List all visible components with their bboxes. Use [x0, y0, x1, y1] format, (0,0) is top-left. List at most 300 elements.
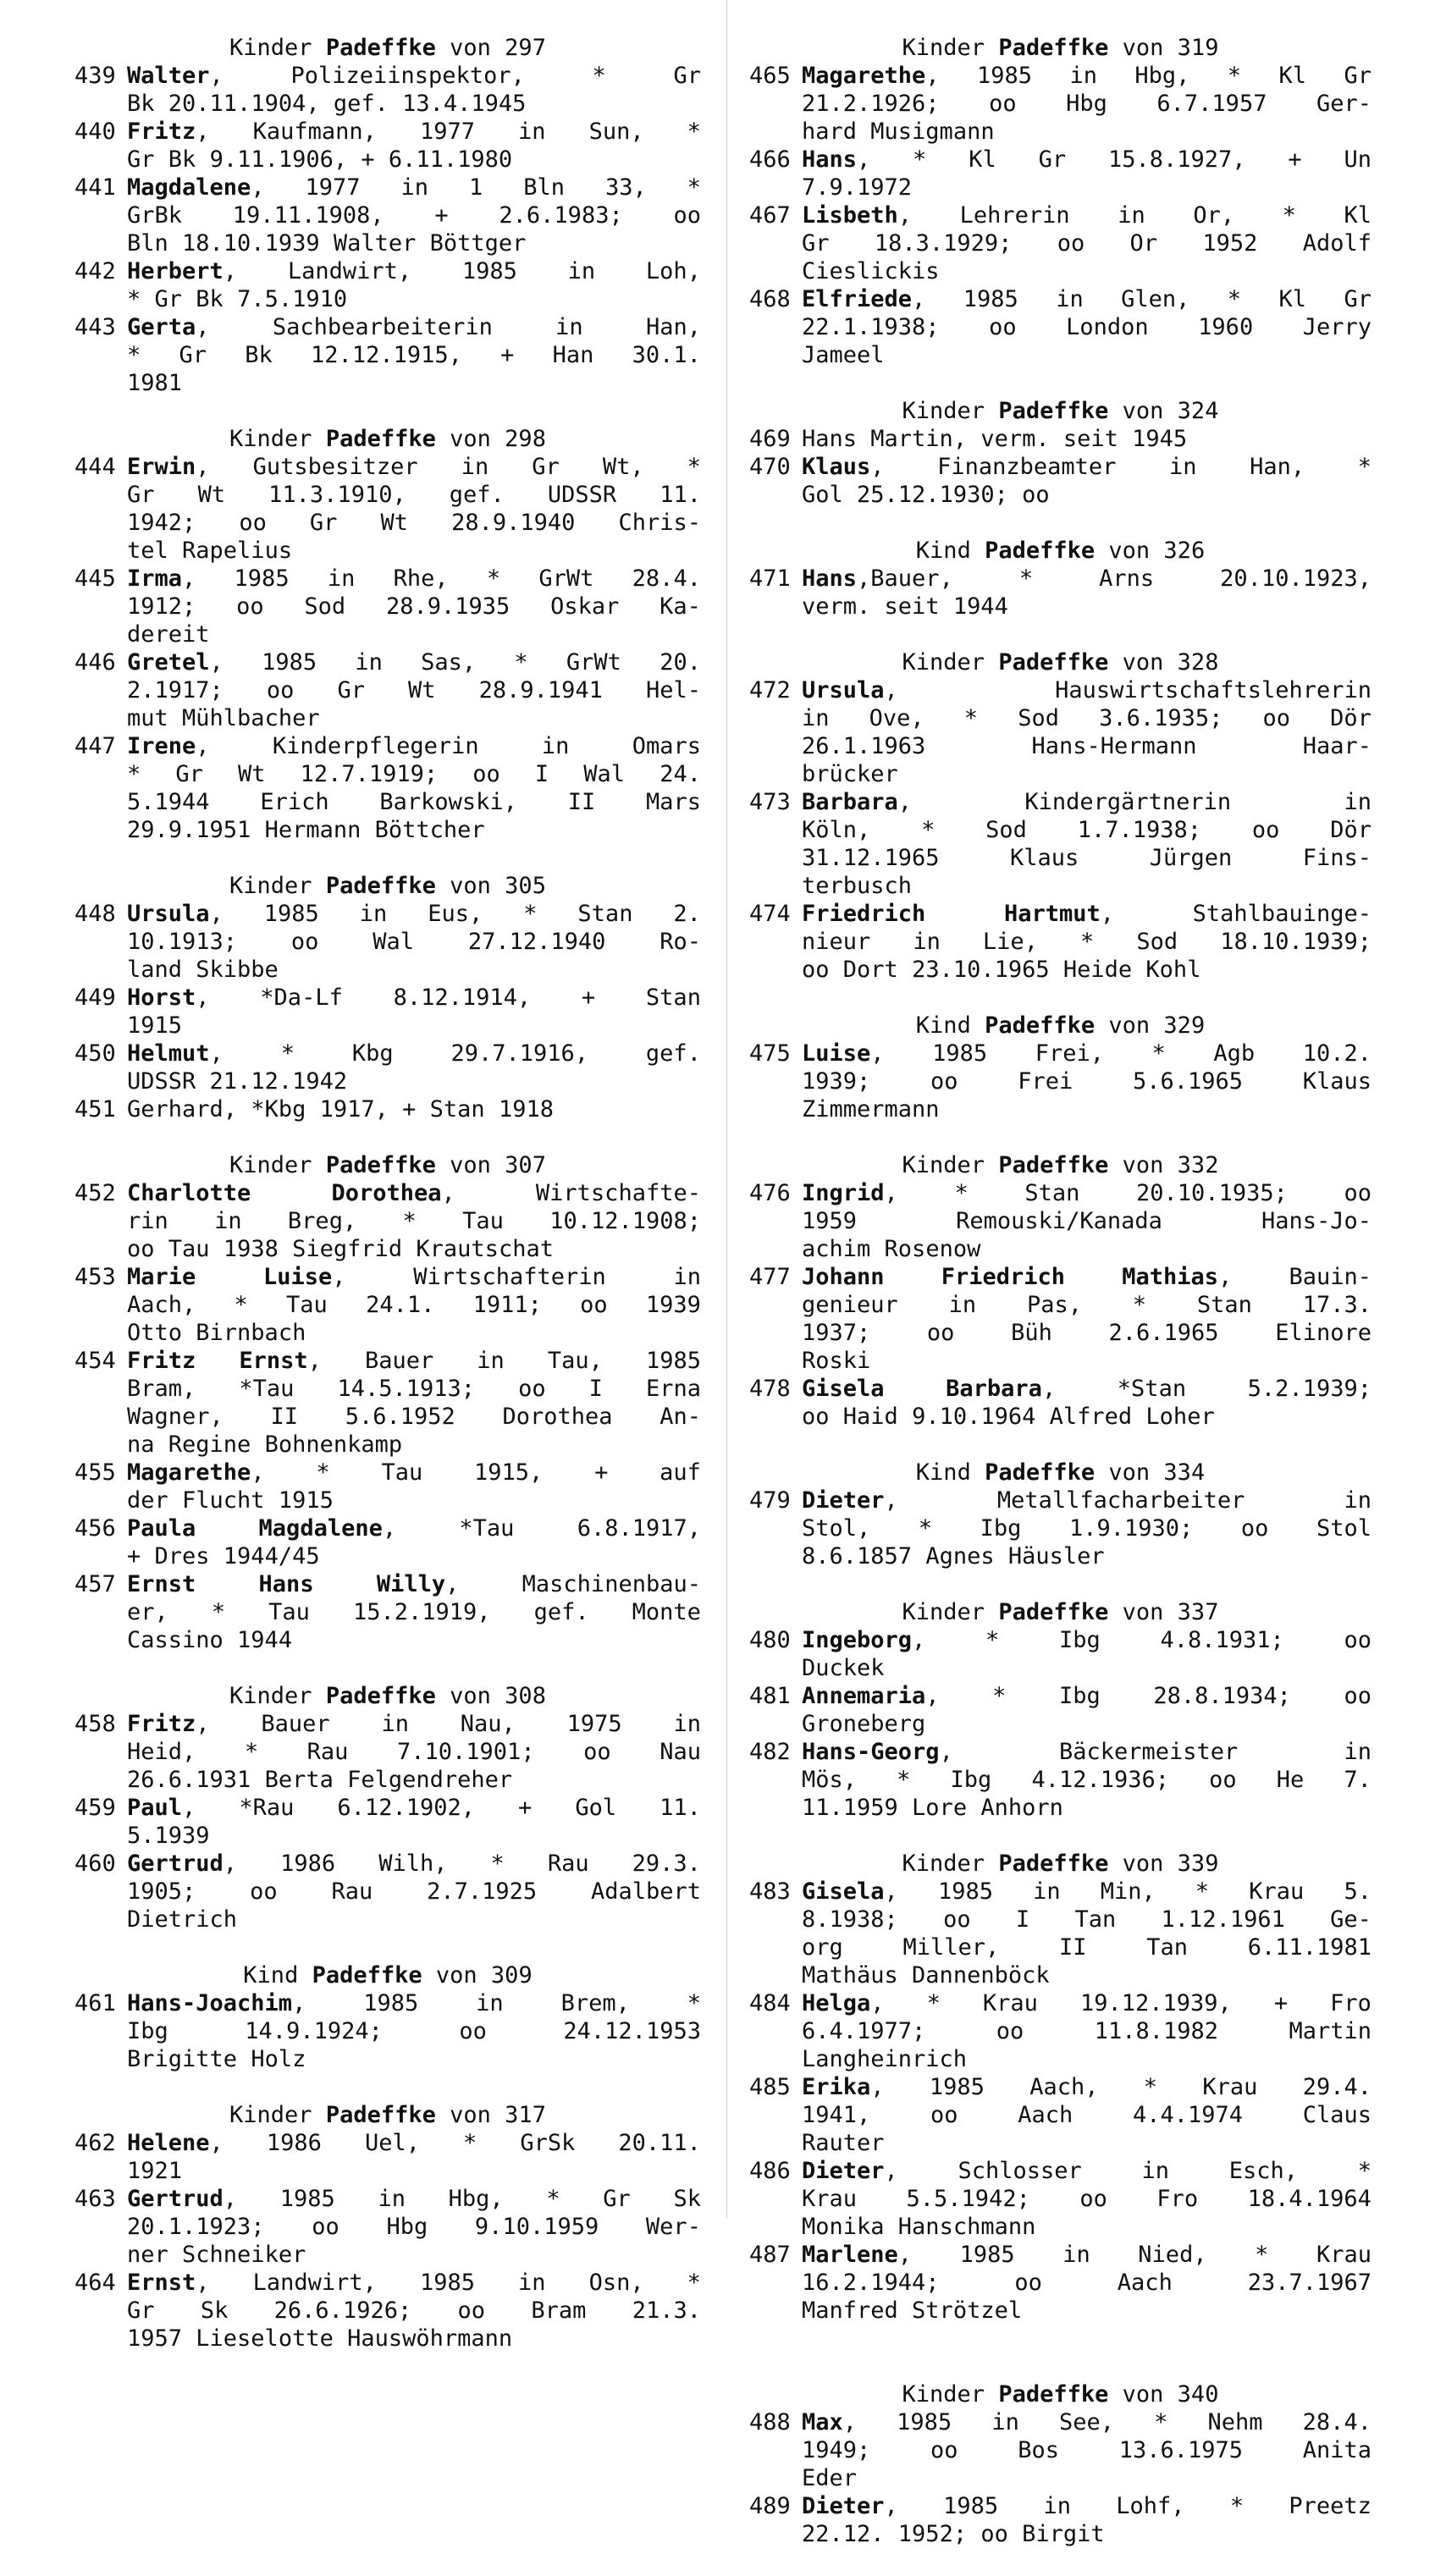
entry-line: Mös, * Ibg 4.12.1936; oo He 7. [802, 1767, 1371, 1793]
entry-line: hard Musigmann [802, 119, 995, 145]
entry-number: 450 [75, 1040, 116, 1067]
entry-line: Herbert, Landwirt, 1985 in Loh, [127, 258, 701, 284]
family-group [75, 2101, 701, 2353]
entry-line: Otto Birnbach [127, 1320, 306, 1346]
entry-text [802, 1040, 1371, 1123]
entry-text [802, 1738, 1371, 1822]
heading-label: Kinder [902, 2381, 985, 2408]
entry-line: nieur in Lie, * Sod 18.10.1939; [802, 929, 1371, 955]
entry-line: Charlotte Dorothea, Wirtschafte- [127, 1180, 701, 1206]
entry-line: Stol, * Ibg 1.9.1930; oo Stol [802, 1515, 1371, 1542]
group-heading [749, 2380, 1371, 2408]
family-group [75, 872, 701, 1123]
column-divider [726, 0, 727, 2218]
heading-family: Padeffke [998, 35, 1109, 61]
entry-number: 459 [75, 1795, 116, 1821]
entry-line: Hans Martin, verm. seit 1945 [802, 426, 1188, 452]
entry-line: 10.1913; oo Wal 27.12.1940 Ro- [127, 929, 701, 955]
entry-line: 1949; oo Bos 13.6.1975 Anita [802, 2437, 1371, 2463]
entry-number: 470 [749, 454, 791, 480]
heading-suffix: von 328 [1122, 649, 1219, 676]
entry-text [802, 285, 1371, 369]
entry-text [802, 2241, 1371, 2325]
group-heading [749, 397, 1371, 425]
entry-line: Manfred Strötzel [802, 2297, 1023, 2324]
entry [75, 174, 701, 257]
entry-line: Fritz Ernst, Bauer in Tau, 1985 [127, 1348, 701, 1374]
entry-line: tel Rapelius [127, 538, 293, 564]
heading-family: Padeffke [325, 35, 436, 61]
entry-line: Erika, 1985 Aach, * Krau 29.4. [802, 2074, 1371, 2100]
entry-line: 1921 [127, 2158, 183, 2184]
entry-line: in Ove, * Sod 3.6.1935; oo Dör [802, 705, 1371, 731]
entry-text [127, 900, 701, 984]
entry-line: Paul, *Rau 6.12.1902, + Gol 11. [127, 1795, 701, 1821]
heading-suffix: von 337 [1122, 1599, 1219, 1625]
entry-text [127, 1850, 701, 1933]
entry-line: oo Dort 23.10.1965 Heide Kohl [802, 957, 1201, 983]
entry-line: Gr Wt 11.3.1910, gef. UDSSR 11. [127, 482, 701, 508]
heading-label: Kinder [229, 1683, 312, 1709]
entry-line: Dieter, Schlosser in Esch, * [802, 2158, 1371, 2184]
entry-text [127, 732, 701, 844]
entry-number: 476 [749, 1180, 791, 1206]
entry-number: 473 [749, 789, 791, 815]
heading-suffix: von 326 [1108, 538, 1206, 564]
entry-number: 446 [75, 649, 116, 676]
entry [75, 313, 701, 397]
entry-line: Zimmermann [802, 1096, 940, 1123]
entry-number: 463 [75, 2186, 116, 2212]
entry-line: Cassino 1944 [127, 1627, 293, 1653]
entry-number: 471 [749, 565, 791, 592]
entry-line: 6.4.1977; oo 11.8.1982 Martin [802, 2018, 1371, 2044]
entry-number: 455 [75, 1459, 116, 1486]
heading-family: Padeffke [325, 2102, 436, 2128]
entry-line: * Gr Bk 7.5.1910 [127, 286, 348, 312]
family-group [749, 1012, 1371, 1123]
entry-line: Gr 18.3.1929; oo Or 1952 Adolf [802, 230, 1371, 256]
entry-text [127, 1794, 701, 1850]
entry-line: Fritz, Kaufmann, 1977 in Sun, * [127, 119, 701, 145]
entry-number: 453 [75, 1264, 116, 1290]
entry-line: Helmut, * Kbg 29.7.1916, gef. [127, 1040, 701, 1067]
entry-line: Helene, 1986 Uel, * GrSk 20.11. [127, 2130, 701, 2156]
heading-family: Padeffke [985, 1012, 1096, 1039]
group-heading [749, 1598, 1371, 1626]
entry [749, 788, 1371, 900]
entry-line: Walter, Polizeiinspektor, * Gr [127, 63, 701, 89]
group-heading [749, 648, 1371, 676]
entry-number: 466 [749, 146, 791, 173]
group-heading [749, 1850, 1371, 1878]
family-group [75, 1682, 701, 1933]
entry [75, 453, 701, 565]
family-group [749, 1850, 1371, 2325]
entry-line: Gisela Barbara, *Stan 5.2.1939; [802, 1376, 1371, 1402]
entry-line: Luise, 1985 Frei, * Agb 10.2. [802, 1040, 1371, 1067]
entry [749, 2408, 1371, 2492]
heading-family: Padeffke [325, 1152, 436, 1178]
entry [75, 732, 701, 844]
left-column [75, 34, 701, 2380]
entry [749, 676, 1371, 788]
heading-label: Kind [915, 1459, 971, 1486]
entry-text [802, 676, 1371, 788]
entry [75, 1710, 701, 1794]
entry-line: 1959 Remouski/Kanada Hans-Jo- [802, 1208, 1371, 1234]
entry-line: Ibg 14.9.1924; oo 24.12.1953 [127, 2018, 701, 2044]
entry-line: 1939; oo Frei 5.6.1965 Klaus [802, 1068, 1371, 1095]
entry [749, 1040, 1371, 1123]
heading-suffix: von 319 [1122, 35, 1219, 61]
entry-line: land Skibbe [127, 957, 279, 983]
entry-text [802, 1487, 1371, 1570]
entry-line: Krau 5.5.1942; oo Fro 18.4.1964 [802, 2186, 1371, 2212]
entry-line: ner Schneiker [127, 2242, 306, 2268]
entry-line: Ernst Hans Willy, Maschinenbau- [127, 1571, 701, 1597]
entry [749, 565, 1371, 621]
entry-line: 16.2.1944; oo Aach 23.7.1967 [802, 2270, 1371, 2296]
entry-text [127, 453, 701, 565]
entry-line: Gisela, 1985 in Min, * Krau 5. [802, 1878, 1371, 1905]
entry [75, 1040, 701, 1095]
entry-number: 489 [749, 2493, 791, 2519]
heading-suffix: von 297 [450, 35, 546, 61]
heading-family: Padeffke [312, 1962, 422, 1989]
entry-line: 1912; oo Sod 28.9.1935 Oskar Ka- [127, 593, 701, 620]
entry-line: Friedrich Hartmut, Stahlbauinge- [802, 901, 1371, 927]
entry [749, 1989, 1371, 2073]
entry-text [802, 1179, 1371, 1263]
heading-suffix: von 308 [450, 1683, 546, 1709]
entry [749, 62, 1371, 146]
entry-number: 462 [75, 2130, 116, 2156]
entry-text [127, 1459, 701, 1514]
entry-line: Gol 25.12.1930; oo [802, 482, 1050, 508]
entry-line: 8.6.1857 Agnes Häusler [802, 1543, 1105, 1569]
entry-number: 479 [749, 1487, 791, 1514]
entry-text [802, 201, 1371, 285]
entry [75, 1179, 701, 1263]
group-heading [75, 872, 701, 900]
entry [75, 1095, 701, 1123]
right-column [749, 34, 1371, 2576]
entry-line: 1942; oo Gr Wt 28.9.1940 Chris- [127, 510, 701, 536]
entry-line: 1937; oo Büh 2.6.1965 Elinore [802, 1320, 1371, 1346]
entry-text [802, 1989, 1371, 2073]
entry-number: 445 [75, 565, 116, 592]
family-group [749, 1151, 1371, 1431]
entry-line: Gertrud, 1985 in Hbg, * Gr Sk [127, 2186, 701, 2212]
entry-line: Helga, * Krau 19.12.1939, + Fro [802, 1990, 1371, 2016]
entry [749, 201, 1371, 285]
entry-text [127, 565, 701, 648]
family-group [749, 1459, 1371, 1570]
entry [75, 1459, 701, 1514]
entry [75, 118, 701, 174]
entry-line: Irene, Kinderpflegerin in Omars [127, 733, 701, 759]
entry-line: Jameel [802, 342, 885, 368]
group-heading [75, 1151, 701, 1179]
entry [749, 453, 1371, 509]
entry [749, 1375, 1371, 1431]
entry-number: 441 [75, 174, 116, 201]
heading-label: Kinder [229, 1152, 312, 1178]
entry [749, 1179, 1371, 1263]
group-heading [749, 537, 1371, 565]
entry-line: * Gr Bk 12.12.1915, + Han 30.1. [127, 342, 701, 368]
group-heading [75, 425, 701, 453]
entry [749, 285, 1371, 369]
entry-text [127, 2185, 701, 2269]
heading-family: Padeffke [325, 1683, 436, 1709]
entry [749, 2492, 1371, 2548]
entry [75, 565, 701, 648]
entry-line: Marie Luise, Wirtschafterin in [127, 1264, 701, 1290]
entry-line: Monika Hanschmann [802, 2214, 1036, 2240]
entry-line: Gerhard, *Kbg 1917, + Stan 1918 [127, 1096, 554, 1123]
heading-family: Padeffke [998, 1599, 1109, 1625]
entry-number: 454 [75, 1348, 116, 1374]
entry-text [127, 313, 701, 397]
entry [749, 1738, 1371, 1822]
heading-suffix: von 339 [1122, 1851, 1219, 1877]
group-heading [749, 1151, 1371, 1179]
entry-number: 442 [75, 258, 116, 284]
entry-number: 439 [75, 63, 116, 89]
entry-line: org Miller, II Tan 6.11.1981 [802, 1934, 1371, 1961]
entry-line: verm. seit 1944 [802, 593, 1008, 620]
entry-line: terbusch [802, 873, 913, 899]
entry-line: 11.1959 Lore Anhorn [802, 1795, 1063, 1821]
entry-text [127, 257, 701, 313]
entry-line: Roski [802, 1348, 871, 1374]
heading-suffix: von 324 [1122, 398, 1219, 424]
entry-line: 31.12.1965 Klaus Jürgen Fins- [802, 845, 1371, 871]
entry-number: 467 [749, 202, 791, 229]
entry-number: 477 [749, 1264, 791, 1290]
entry-line: Gretel, 1985 in Sas, * GrWt 20. [127, 649, 701, 676]
entry-line: achim Rosenow [802, 1236, 981, 1262]
entry [75, 2129, 701, 2185]
entry-line: Cieslickis [802, 258, 940, 284]
group-heading [75, 1682, 701, 1710]
entry-line: dereit [127, 621, 210, 648]
entry-line: + Dres 1944/45 [127, 1543, 320, 1569]
heading-family: Padeffke [998, 1152, 1109, 1178]
entry-line: Bk 20.11.1904, gef. 13.4.1945 [127, 91, 527, 117]
entry-line: Magarethe, * Tau 1915, + auf [127, 1459, 701, 1486]
entry-number: 475 [749, 1040, 791, 1067]
entry [75, 648, 701, 732]
entry [749, 1487, 1371, 1570]
entry-line: UDSSR 21.12.1942 [127, 1068, 348, 1095]
entry-number: 452 [75, 1180, 116, 1206]
family-group [75, 1961, 701, 2073]
entry [75, 2185, 701, 2269]
group-heading [75, 34, 701, 62]
entry-line: Hans-Joachim, 1985 in Brem, * [127, 1990, 701, 2016]
heading-label: Kinder [902, 1152, 985, 1178]
entry-text [127, 1989, 701, 2073]
heading-label: Kinder [902, 1599, 985, 1625]
entry-line: Duckek [802, 1655, 885, 1681]
entry-line: Max, 1985 in See, * Nehm 28.4. [802, 2409, 1371, 2435]
entry-line: Gerta, Sachbearbeiterin in Han, [127, 314, 701, 340]
entry-line: GrBk 19.11.1908, + 2.6.1983; oo [127, 202, 701, 229]
entry [75, 2269, 701, 2353]
entry-line: Ingeborg, * Ibg 4.8.1931; oo [802, 1627, 1371, 1653]
entry-line: Brigitte Holz [127, 2046, 306, 2072]
entry-line: Ingrid, * Stan 20.10.1935; oo [802, 1180, 1371, 1206]
heading-label: Kinder [902, 398, 985, 424]
entry [749, 2073, 1371, 2157]
entry-line: Annemaria, * Ibg 28.8.1934; oo [802, 1683, 1371, 1709]
heading-label: Kinder [902, 1851, 985, 1877]
entry-text [127, 1347, 701, 1459]
entry-line: Ursula, Hauswirtschaftslehrerin [802, 677, 1371, 703]
entry-line: Irma, 1985 in Rhe, * GrWt 28.4. [127, 565, 701, 592]
entry-text [127, 2129, 701, 2185]
entry-line: Gr Bk 9.11.1906, + 6.11.1980 [127, 146, 513, 173]
entry-line: Magarethe, 1985 in Hbg, * Kl Gr [802, 63, 1371, 89]
entry-number: 443 [75, 314, 116, 340]
family-group [749, 397, 1371, 509]
entry-line: genieur in Pas, * Stan 17.3. [802, 1292, 1371, 1318]
entry-text [127, 2269, 701, 2353]
entry-text [802, 2408, 1371, 2492]
entry-number: 484 [749, 1990, 791, 2016]
heading-suffix: von 340 [1122, 2381, 1219, 2408]
entry-text [127, 62, 701, 118]
entry-line: Dietrich [127, 1906, 238, 1933]
entry [749, 146, 1371, 201]
heading-label: Kinder [229, 2102, 312, 2128]
entry-number: 478 [749, 1376, 791, 1402]
heading-label: Kind [243, 1962, 299, 1989]
heading-suffix: von 309 [435, 1962, 533, 1989]
entry-line: 20.1.1923; oo Hbg 9.10.1959 Wer- [127, 2214, 701, 2240]
entry-line: Langheinrich [802, 2046, 968, 2072]
entry-number: 447 [75, 733, 116, 759]
entry-line: Johann Friedrich Mathias, Bauin- [802, 1264, 1371, 1290]
entry-line: Wagner, II 5.6.1952 Dorothea An- [127, 1404, 701, 1430]
entry-number: 483 [749, 1878, 791, 1905]
entry-line: Hans,Bauer, * Arns 20.10.1923, [802, 565, 1371, 592]
heading-family: Padeffke [325, 873, 436, 899]
entry-text [127, 1570, 701, 1654]
entry-text [802, 146, 1371, 201]
heading-label: Kinder [902, 649, 985, 676]
entry-text [127, 648, 701, 732]
entry-line: rin in Breg, * Tau 10.12.1908; [127, 1208, 701, 1234]
entry-line: er, * Tau 15.2.1919, gef. Monte [127, 1599, 701, 1625]
entry [749, 2241, 1371, 2325]
entry [75, 1570, 701, 1654]
entry-number: 469 [749, 426, 791, 452]
entry-line: Gertrud, 1986 Wilh, * Rau 29.3. [127, 1851, 701, 1877]
entry-number: 461 [75, 1990, 116, 2016]
entry-number: 487 [749, 2242, 791, 2268]
entry-line: Fritz, Bauer in Nau, 1975 in [127, 1711, 701, 1737]
entry-text [127, 1514, 701, 1570]
entry-number: 444 [75, 454, 116, 480]
entry-line: 8.1938; oo I Tan 1.12.1961 Ge- [802, 1906, 1371, 1933]
entry-line: Aach, * Tau 24.1. 1911; oo 1939 [127, 1292, 701, 1318]
family-group [749, 1598, 1371, 1822]
heading-label: Kinder [902, 35, 985, 61]
entry [749, 1878, 1371, 1989]
heading-family: Padeffke [985, 538, 1096, 564]
entry [749, 425, 1371, 453]
group-heading [749, 1459, 1371, 1487]
entry-line: Barbara, Kindergärtnerin in [802, 789, 1371, 815]
entry-number: 440 [75, 119, 116, 145]
entry-line: Klaus, Finanzbeamter in Han, * [802, 454, 1371, 480]
heading-family: Padeffke [325, 426, 436, 452]
entry-line: Horst, *Da-Lf 8.12.1914, + Stan [127, 985, 701, 1011]
entry-text [802, 900, 1371, 984]
entry-text [802, 1626, 1371, 1682]
entry [75, 1794, 701, 1850]
heading-suffix: von 298 [450, 426, 546, 452]
heading-suffix: von 307 [450, 1152, 546, 1178]
entry-number: 472 [749, 677, 791, 703]
entry-number: 485 [749, 2074, 791, 2100]
entry-line: oo Tau 1938 Siegfrid Krautschat [127, 1236, 554, 1262]
heading-suffix: von 329 [1108, 1012, 1206, 1039]
entry-line: 2.1917; oo Gr Wt 28.9.1941 Hel- [127, 677, 701, 703]
entry-text [127, 1710, 701, 1794]
entry-line: Heid, * Rau 7.10.1901; oo Nau [127, 1739, 701, 1765]
entry-line: * Gr Wt 12.7.1919; oo I Wal 24. [127, 761, 701, 787]
entry-number: 449 [75, 985, 116, 1011]
family-group [75, 425, 701, 844]
entry-text [802, 1375, 1371, 1431]
family-group [749, 537, 1371, 621]
entry [75, 1850, 701, 1933]
entry-line: 1905; oo Rau 2.7.1925 Adalbert [127, 1878, 701, 1905]
entry-line: Dieter, 1985 in Lohf, * Preetz [802, 2493, 1371, 2519]
group-heading [75, 2101, 701, 2129]
heading-family: Padeffke [998, 1851, 1109, 1877]
entry [75, 62, 701, 118]
entry-line: Erwin, Gutsbesitzer in Gr Wt, * [127, 454, 701, 480]
entry-line: der Flucht 1915 [127, 1487, 334, 1514]
entry-number: 486 [749, 2158, 791, 2184]
heading-suffix: von 332 [1122, 1152, 1219, 1178]
entry-line: Rauter [802, 2130, 885, 2156]
heading-family: Padeffke [985, 1459, 1096, 1486]
entry-text [802, 1682, 1371, 1738]
group-heading [749, 1012, 1371, 1040]
entry-text [127, 1095, 701, 1123]
entry-line: na Regine Bohnenkamp [127, 1431, 403, 1458]
entry-line: Lisbeth, Lehrerin in Or, * Kl [802, 202, 1371, 229]
entry-line: Gr Sk 26.6.1926; oo Bram 21.3. [127, 2297, 701, 2324]
entry-line: Mathäus Dannenböck [802, 1962, 1050, 1989]
entry [749, 1263, 1371, 1375]
entry-line: Eder [802, 2465, 858, 2491]
entry-line: Paula Magdalene, *Tau 6.8.1917, [127, 1515, 701, 1542]
entry-text [127, 174, 701, 257]
family-group [75, 34, 701, 397]
entry-number: 480 [749, 1627, 791, 1653]
entry-line: 21.2.1926; oo Hbg 6.7.1957 Ger- [802, 91, 1371, 117]
family-group [749, 2380, 1371, 2548]
entry-number: 465 [749, 63, 791, 89]
